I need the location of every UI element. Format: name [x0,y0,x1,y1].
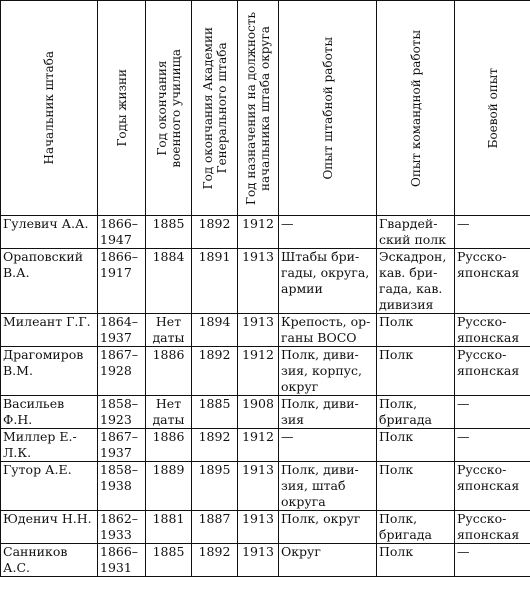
cell-chief: Гулевич А.А. [1,216,98,249]
cell-chief: Ораповский В.А. [1,249,98,314]
cell-academy: 1891 [192,249,238,314]
header-academy [192,1,238,216]
cell-command-exp: Полк, бригада [377,511,455,544]
cell-combat-exp: Русско- японская [455,249,530,314]
cell-academy: 1892 [192,544,238,577]
cell-staff-exp: Крепость, ор- ганы ВОСО [279,314,377,347]
cell-school: 1885 [146,544,192,577]
cell-staff-exp: Полк, диви- зия [279,396,377,429]
cell-years: 1858– 1923 [98,396,146,429]
cell-appointment: 1912 [238,216,279,249]
cell-appointment: 1908 [238,396,279,429]
cell-combat-exp: Русско- японская [455,314,530,347]
header-command-exp [377,1,455,216]
cell-staff-exp: Округ [279,544,377,577]
table-row [1,216,530,249]
cell-school: 1885 [146,216,192,249]
cell-command-exp: Полк, бригада [377,396,455,429]
cell-school: 1881 [146,511,192,544]
cell-appointment: 1913 [238,314,279,347]
cell-chief: Гутор А.Е. [1,462,98,511]
header-appointment-label: Год назначения на должность начальника штаба округа [244,11,272,205]
cell-years: 1866– 1931 [98,544,146,577]
cell-chief: Юденич Н.Н. [1,511,98,544]
cell-school: Нет даты [146,314,192,347]
cell-combat-exp: — [455,216,530,249]
cell-years: 1866– 1947 [98,216,146,249]
cell-command-exp: Полк [377,544,455,577]
table-row [1,429,530,462]
table-row [1,462,530,511]
cell-staff-exp: Штабы бри- гады, округа, армии [279,249,377,314]
cell-school: 1884 [146,249,192,314]
cell-chief: Милеант Г.Г. [1,314,98,347]
cell-staff-exp: Полк, диви- зия, штаб округа [279,462,377,511]
header-academy-label: Год окончания Академии Генерального штаба [200,26,229,190]
table-row [1,314,530,347]
cell-years: 1864– 1937 [98,314,146,347]
cell-combat-exp: Русско- японская [455,511,530,544]
header-row [1,1,530,216]
cell-years: 1867– 1928 [98,347,146,396]
cell-chief: Васильев Ф.Н. [1,396,98,429]
cell-school: Нет даты [146,396,192,429]
table-row [1,249,530,314]
header-years-label: Годы жизни [114,69,129,147]
cell-combat-exp: Русско- японская [455,462,530,511]
cell-command-exp: Полк [377,462,455,511]
cell-academy: 1892 [192,216,238,249]
cell-academy: 1895 [192,462,238,511]
header-chief-label: Начальник штаба [42,51,56,165]
cell-appointment: 1913 [238,511,279,544]
header-combat-exp-label: Боевой опыт [485,67,500,149]
cell-combat-exp: — [455,429,530,462]
cell-chief: Драгомиров В.М. [1,347,98,396]
cell-academy: 1892 [192,347,238,396]
cell-combat-exp: Русско- японская [455,347,530,396]
cell-school: 1886 [146,347,192,396]
cell-years: 1866– 1917 [98,249,146,314]
cell-chief: Миллер Е.- Л.К. [1,429,98,462]
cell-years: 1867– 1937 [98,429,146,462]
cell-command-exp: Эскадрон, кав. бри- гада, кав. дивизия [377,249,455,314]
header-staff-exp-label: Опыт штабной работы [320,36,335,180]
table-row [1,396,530,429]
cell-staff-exp: — [279,429,377,462]
header-years [98,1,146,216]
cell-command-exp: Полк [377,347,455,396]
cell-staff-exp: Полк, диви- зия, корпус, округ [279,347,377,396]
cell-years: 1862– 1933 [98,511,146,544]
table-row [1,347,530,396]
cell-academy: 1892 [192,429,238,462]
cell-staff-exp: Полк, округ [279,511,377,544]
cell-school: 1886 [146,429,192,462]
cell-staff-exp: — [279,216,377,249]
cell-years: 1858– 1938 [98,462,146,511]
cell-combat-exp: — [455,544,530,577]
cell-appointment: 1913 [238,462,279,511]
cell-command-exp: Гвардей- ский полк [377,216,455,249]
cell-command-exp: Полк [377,429,455,462]
cell-chief: Санников А.С. [1,544,98,577]
cell-school: 1889 [146,462,192,511]
cell-appointment: 1913 [238,249,279,314]
cell-academy: 1894 [192,314,238,347]
cell-command-exp: Полк [377,314,455,347]
cell-appointment: 1912 [238,347,279,396]
cell-appointment: 1912 [238,429,279,462]
cell-appointment: 1913 [238,544,279,577]
header-staff-exp [279,1,377,216]
cell-combat-exp: — [455,396,530,429]
header-command-exp-label: Опыт командной работы [408,29,423,187]
table-row [1,544,530,577]
header-chief [1,1,98,216]
cell-academy: 1887 [192,511,238,544]
cell-academy: 1885 [192,396,238,429]
header-combat-exp [455,1,530,216]
header-appointment [238,1,279,216]
table-row [1,511,530,544]
header-school [146,1,192,216]
header-school-label: Год окончания военного училища [154,48,183,168]
